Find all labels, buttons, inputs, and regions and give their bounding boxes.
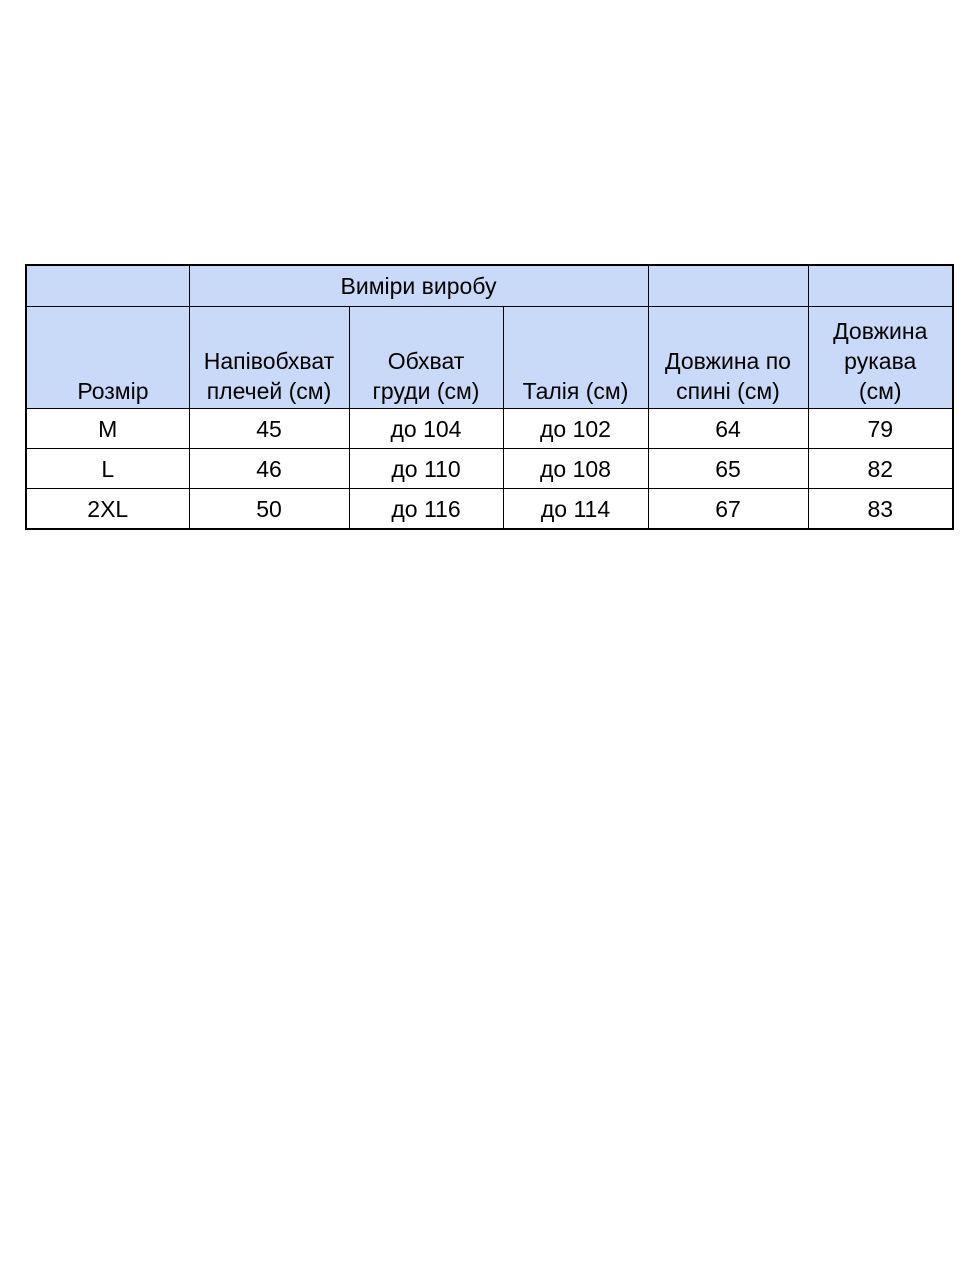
back-length-cell: 67 (648, 489, 808, 530)
group-header-empty-cell (808, 265, 953, 307)
column-header-chest (349, 307, 503, 409)
chest-cell: до 116 (349, 489, 503, 530)
shoulders-cell: 46 (189, 449, 349, 489)
chest-cell: до 104 (349, 409, 503, 449)
column-header-label: Напівобхват плечей (см) (203, 348, 335, 404)
shoulders-cell: 50 (189, 489, 349, 530)
size-cell: L (26, 449, 189, 489)
column-header-waist (503, 307, 648, 409)
size-cell: M (26, 409, 189, 449)
column-header-sleeve-length (808, 307, 953, 409)
column-header-shoulders (189, 307, 349, 409)
back-length-cell: 64 (648, 409, 808, 449)
sleeve-length-cell: 83 (808, 489, 953, 530)
shoulders-cell: 45 (189, 409, 349, 449)
table-row (26, 409, 953, 449)
column-header-label: Обхват груди (см) (372, 348, 480, 404)
column-header-row (26, 307, 953, 409)
column-header-size: Розмір (26, 307, 189, 409)
sleeve-length-cell: 82 (808, 449, 953, 489)
group-header-empty-cell (648, 265, 808, 307)
column-header-label: Довжина рукава (см) (833, 318, 928, 404)
group-header-row (26, 265, 953, 307)
group-header-empty-cell (26, 265, 189, 307)
size-cell: 2XL (26, 489, 189, 530)
table-row (26, 489, 953, 530)
waist-cell: до 102 (503, 409, 648, 449)
size-chart-table (25, 264, 954, 530)
sleeve-length-cell: 79 (808, 409, 953, 449)
chest-cell: до 110 (349, 449, 503, 489)
table-row (26, 449, 953, 489)
column-header-label: Довжина по спині (см) (665, 348, 791, 404)
group-header-title: Виміри виробу (189, 265, 648, 307)
waist-cell: до 114 (503, 489, 648, 530)
waist-cell: до 108 (503, 449, 648, 489)
column-header-back-length (648, 307, 808, 409)
column-header-label: Талія (см) (522, 378, 629, 404)
back-length-cell: 65 (648, 449, 808, 489)
